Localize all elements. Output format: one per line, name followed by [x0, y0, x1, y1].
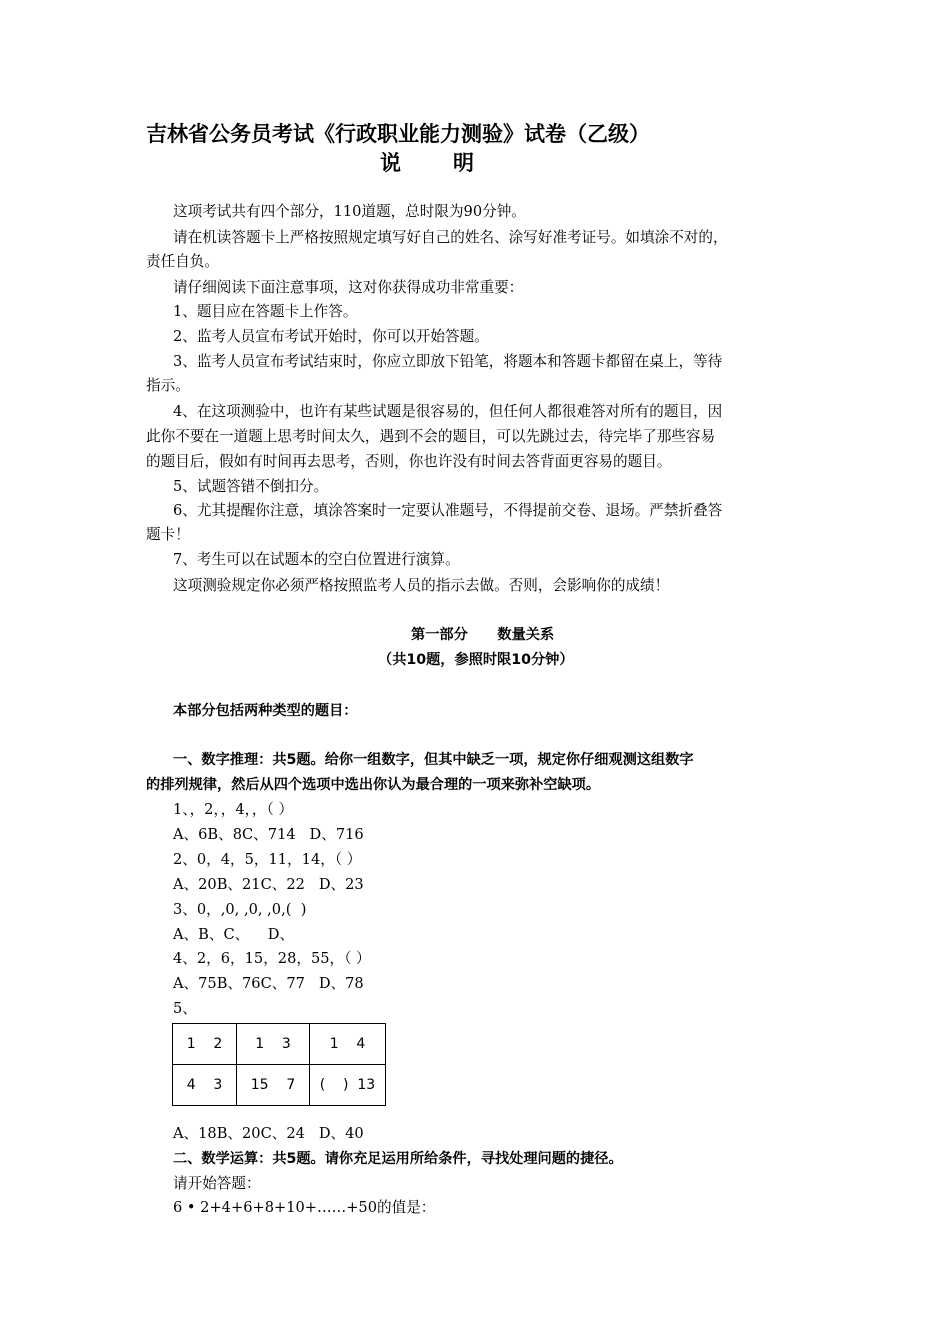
rule-item-cont: 指示。	[146, 377, 190, 394]
question-options: A、B、C、 D、	[173, 926, 295, 943]
table-cell: 4 3	[173, 1065, 237, 1106]
question: 3、0，,0, ,0, ,0,( )	[173, 901, 307, 918]
rule-item: 7、考生可以在试题本的空白位置进行演算。	[173, 551, 460, 568]
part-intro: 本部分包括两种类型的题目：	[173, 703, 358, 719]
page-title: 吉林省公务员考试《行政职业能力测验》试卷（乙级）	[146, 122, 650, 146]
table-cell: 1 3	[237, 1024, 310, 1065]
section-heading: 一、数字推理：共5题。给你一组数字，但其中缺乏一项，规定你仔细观测这组数字	[173, 752, 694, 768]
intro-paragraph: 这项测验规定你必须严格按照监考人员的指示去做。否则，会影响你的成绩！	[173, 577, 670, 594]
rule-item: 3、监考人员宣布考试结束时，你应立即放下铅笔，将题本和答题卡都留在桌上，等待	[173, 353, 723, 370]
question: 1、，2，，4，，（ ）	[173, 801, 294, 818]
table-cell: ( ) 13	[310, 1065, 386, 1106]
rule-item-cont: 的题目后，假如有时间再去思考，否则，你也许没有时间去答背面更容易的题目。	[146, 453, 672, 470]
question-options: A、20B、21C、22 D、23	[173, 876, 364, 893]
table-cell: 1 4	[310, 1024, 386, 1065]
section-heading-cont: 的排列规律，然后从四个选项中选出你认为最合理的一项来弥补空缺项。	[146, 777, 601, 793]
table-cell: 15 7	[237, 1065, 310, 1106]
question-options: A、6B、8C、714 D、716	[173, 826, 364, 843]
rule-item-cont: 题卡！	[146, 526, 190, 543]
intro-paragraph: 请仔细阅读下面注意事项，这对你获得成功非常重要：	[173, 279, 524, 296]
table-cell: 1 2	[173, 1024, 237, 1065]
intro-paragraph-cont: 责任自负。	[146, 253, 219, 270]
question: 5、	[173, 1000, 197, 1017]
intro-paragraph: 这项考试共有四个部分，110道题，总时限为90分钟。	[173, 203, 526, 220]
rule-item: 2、监考人员宣布考试开始时，你可以开始答题。	[173, 328, 489, 345]
question-options: A、75B、76C、77 D、78	[173, 975, 364, 992]
intro-paragraph: 请在机读答题卡上严格按照规定填写好自己的姓名、涂写好准考证号。如填涂不对的，	[173, 229, 728, 246]
question-options: A、18B、20C、24 D、40	[173, 1125, 364, 1142]
question: 6 • 2+4+6+8+10+……+50的值是：	[173, 1199, 436, 1216]
question: 2、0，4，5，11，14，（ ）	[173, 851, 362, 868]
rule-item-cont: 此你不要在一道题上思考时间太久，遇到不会的题目，可以先跳过去，待完毕了那些容易	[146, 428, 716, 445]
question: 4、2，6，15，28，55，（ ）	[173, 950, 371, 967]
number-grid-table	[172, 1023, 386, 1106]
rule-item: 1、题目应在答题卡上作答。	[173, 303, 358, 320]
table-row	[173, 1065, 386, 1106]
rule-item: 6、尤其提醒你注意，填涂答案时一定要认准题号，不得提前交卷、退场。严禁折叠答	[173, 502, 723, 519]
section-heading: 二、数学运算：共5题。请你充足运用所给条件，寻找处理问题的捷径。	[173, 1151, 623, 1167]
page-subtitle: 说明	[380, 151, 526, 175]
table-row	[173, 1024, 386, 1065]
start-instruction: 请开始答题：	[173, 1175, 261, 1192]
rule-item: 5、试题答错不倒扣分。	[173, 478, 329, 495]
part-subheading: （共10题，参照时限10分钟）	[378, 652, 574, 668]
rule-item: 4、在这项测验中，也许有某些试题是很容易的，但任何人都很难答对所有的题目，因	[173, 403, 723, 420]
part-heading: 第一部分 数量关系	[411, 627, 555, 643]
